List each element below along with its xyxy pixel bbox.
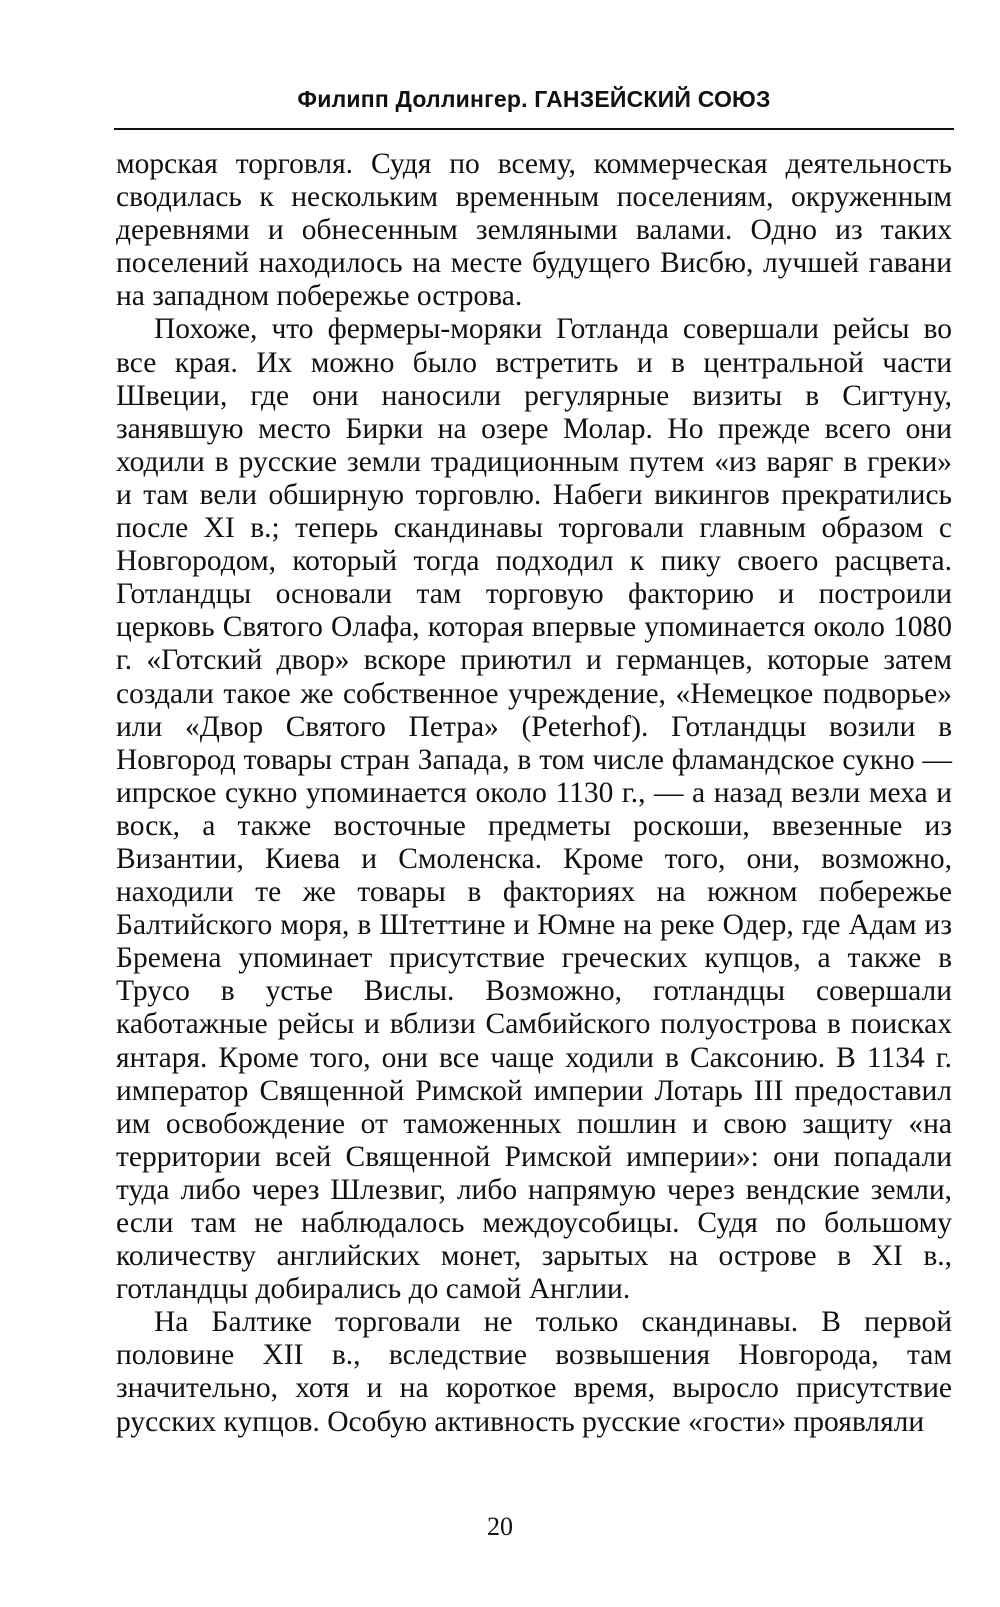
paragraph-continued: морская торговля. Судя по всему, коммерческая деятельность сводилась к нескольким временным поселениям, окруженным деревнями и обнесенным земляными валами. Одно из таких поселений находилось на месте будущего Висбю, лучшей гавани на западном побережье острова. — [116, 148, 952, 313]
header-rule — [114, 128, 954, 130]
page-number: 20 — [487, 1512, 513, 1541]
paragraph: На Балтике торговали не только скандинавы. В первой половине XII в., вследствие возвышения Новгорода, там значительно, хотя и на короткое время, выросло присутствие русских купцов. Особую активность русские «гости» проявляли — [116, 1306, 952, 1438]
paragraph: Похоже, что фермеры-моряки Готланда совершали рейсы во все края. Их можно было встретить и в центральной части Швеции, где они наносили регулярные визиты в Сигтуну, занявшую место Бирки на озере Молар. Но прежде всего они ходили в русские земли традиционным путем «из варяг в греки» и там вели обширную торговлю. Набеги викингов прекратились после XI в.; теперь скандинавы торговали главным образом с Новгородом, который тогда подходил к пику своего расцвета. Готландцы основали там торговую факторию и построили церковь Святого Олафа, которая впервые упоминается около 1080 г. «Готский двор» вскоре приютил и германцев, которые затем создали такое же собственное учреждение, «Немецкое подворье» или «Двор Святого Петра» (Peterhof). Готландцы возили в Новгород товары стран Запада, в том числе фламандское сукно — ипрское сукно упоминается около 1130 г., — а назад везли меха и воск, а также восточные предметы роскоши, ввезенные из Византии, Киева и Смоленска. Кроме того, они, возможно, находили те же товары в факториях на южном побережье Балтийского моря, в Штеттине и Юмне на реке Одер, где Адам из Бремена упоминает присутствие греческих купцов, а также в Трусо в устье Вислы. Возможно, готландцы совершали каботажные рейсы и вблизи Самбийского полуострова в поисках янтаря. Кроме того, они все чаще ходили в Саксонию. В 1134 г. император Священной Римской империи Лотарь III предоставил им освобождение от таможенных пошлин и свою защиту «на территории всей Священной Римской империи»: они попадали туда либо через Шлезвиг, либо напрямую через вендские земли, если там не наблюдалось междоусобицы. Судя по большому количеству английских монет, зарытых на острове в XI в., готландцы добирались до самой Англии. — [116, 313, 952, 1306]
body-text — [116, 148, 952, 1439]
running-head-title: Филипп Доллингер. ГАНЗЕЙСКИЙ СОЮЗ — [297, 86, 771, 112]
